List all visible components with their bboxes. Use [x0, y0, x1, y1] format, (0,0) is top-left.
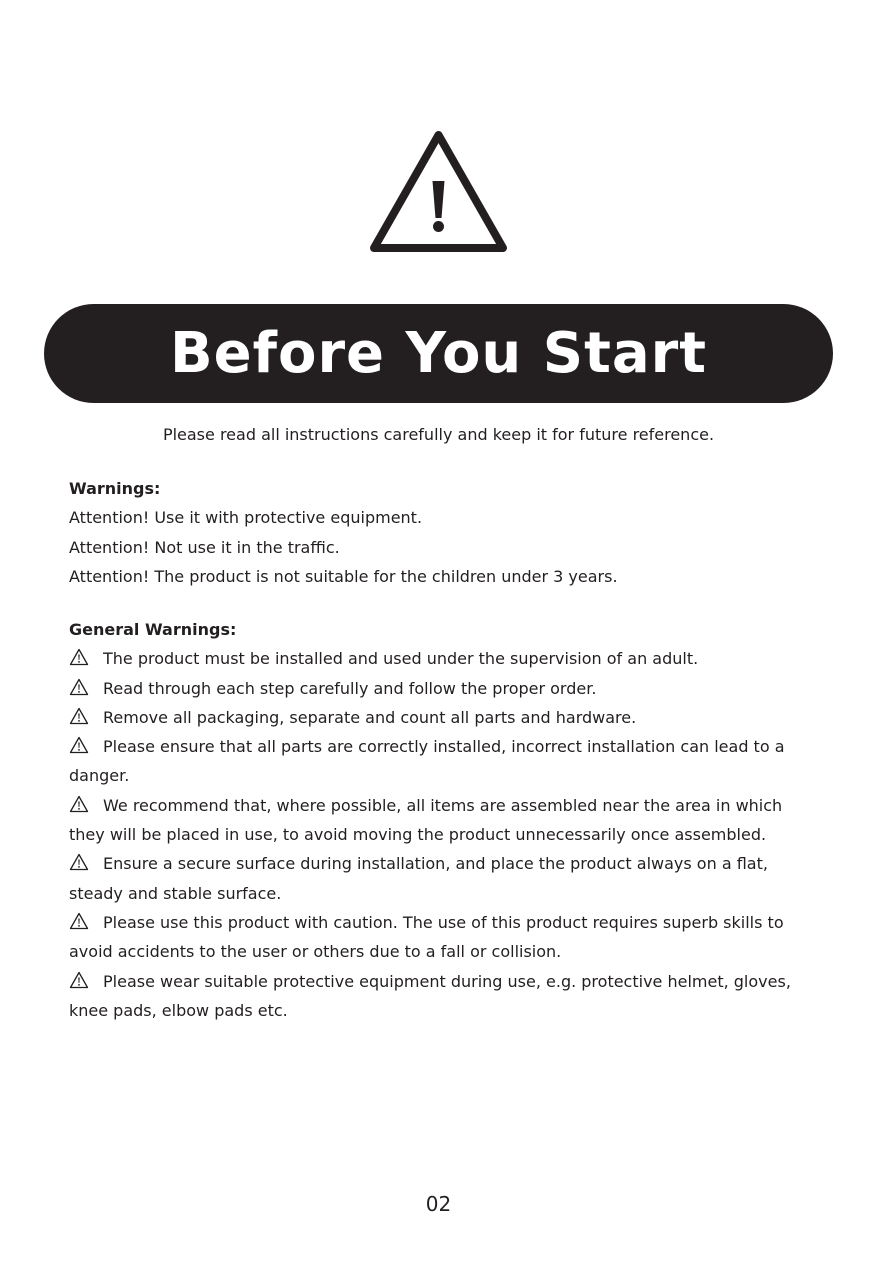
small-warning-triangle-icon [69, 971, 89, 989]
general-warning-text: Ensure a secure surface during installation, and place the product always on a flat, steady and stable surface. [69, 854, 768, 903]
general-warning-text: Please ensure that all parts are correctly installed, incorrect installation can lead to a danger. [69, 737, 785, 786]
warning-item: Attention! Not use it in the traffic. [69, 537, 340, 557]
small-warning-triangle-icon [69, 707, 89, 725]
small-warning-triangle-icon [69, 648, 89, 666]
title-banner [44, 304, 833, 403]
small-warning-triangle-icon [69, 795, 89, 813]
general-warning-item [69, 644, 814, 673]
general-warning-item [69, 703, 814, 732]
general-warning-item [69, 674, 814, 703]
warnings-section [69, 474, 814, 591]
general-warnings-section [69, 615, 814, 1025]
page-number: 02 [425, 1192, 452, 1216]
general-warning-text: Read through each step carefully and follow the proper order. [103, 678, 597, 698]
general-warning-text: Remove all packaging, separate and count all parts and hardware. [103, 707, 637, 727]
intro-text: Please read all instructions carefully and keep it for future reference. [162, 425, 715, 444]
page-title: Before You Start [169, 320, 708, 386]
general-warning-item [69, 908, 814, 967]
general-warning-text: Please wear suitable protective equipment during use, e.g. protective helmet, gloves, knee pads, elbow pads etc. [69, 971, 791, 1020]
small-warning-triangle-icon [69, 912, 89, 930]
warning-item: Attention! The product is not suitable for the children under 3 years. [69, 566, 618, 586]
general-warning-item [69, 791, 814, 850]
warning-triangle-icon [368, 129, 509, 253]
general-warnings-title: General Warnings: [69, 620, 237, 639]
warnings-title: Warnings: [69, 479, 161, 498]
general-warning-item [69, 732, 814, 791]
general-warning-item [69, 849, 814, 908]
small-warning-triangle-icon [69, 736, 89, 754]
warning-item: Attention! Use it with protective equipment. [69, 508, 423, 528]
general-warning-text: We recommend that, where possible, all items are assembled near the area in which they will be placed in use, to avoid moving the product unnecessarily once assembled. [69, 795, 783, 845]
general-warning-item [69, 967, 814, 1026]
small-warning-triangle-icon [69, 678, 89, 696]
general-warning-text: The product must be installed and used under the supervision of an adult. [103, 649, 699, 669]
small-warning-triangle-icon [69, 853, 89, 871]
general-warning-text: Please use this product with caution. The use of this product requires superb skills to avoid accidents to the user or others due to a fall or collision. [69, 912, 784, 962]
